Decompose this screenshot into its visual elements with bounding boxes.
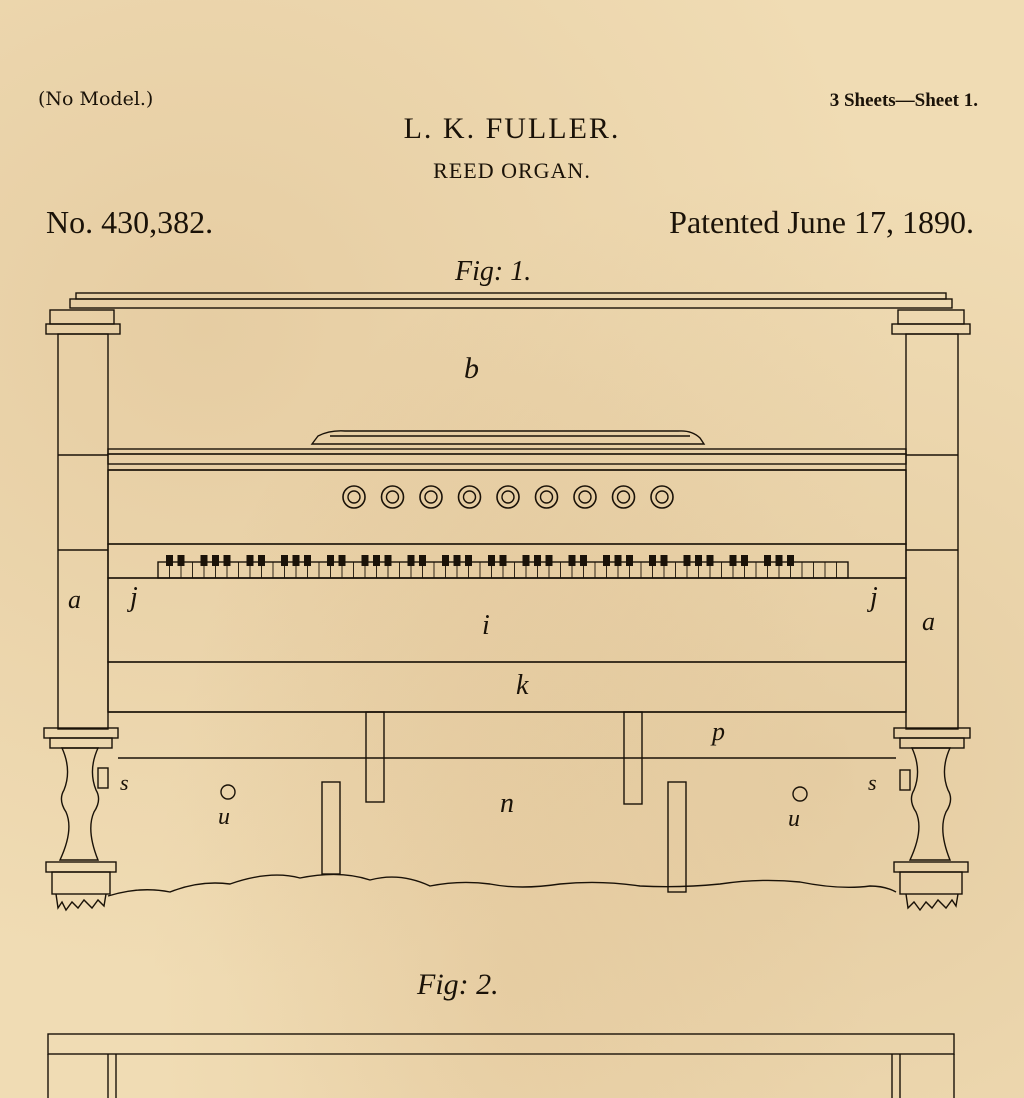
stop-knob <box>420 486 442 508</box>
black-key <box>281 555 288 566</box>
sheet-number: 3 Sheets—Sheet 1. <box>829 90 978 111</box>
black-key <box>408 555 415 566</box>
stop-knob <box>382 486 404 508</box>
black-key <box>546 555 553 566</box>
ref-u-right: u <box>788 806 800 832</box>
black-key <box>212 555 219 566</box>
black-key <box>684 555 691 566</box>
key-lid <box>108 449 906 470</box>
black-key <box>373 555 380 566</box>
stop-knob-face <box>502 491 514 503</box>
black-key <box>385 555 392 566</box>
black-key <box>419 555 426 566</box>
black-key <box>339 555 346 566</box>
patent-number: No. 430,382. <box>46 204 214 240</box>
stop-knob-face <box>348 491 360 503</box>
stop-knob-face <box>464 491 476 503</box>
stop-knob-face <box>425 491 437 503</box>
black-key <box>787 555 794 566</box>
black-key <box>488 555 495 566</box>
latch-right <box>900 770 910 790</box>
ref-b: b <box>464 352 479 385</box>
ref-j-left: j <box>130 582 138 613</box>
stop-panel <box>108 470 906 544</box>
black-key <box>603 555 610 566</box>
front-panel <box>108 578 906 662</box>
stop-knob <box>613 486 635 508</box>
stop-knobs <box>343 486 673 508</box>
figure-2-outline <box>48 1034 954 1098</box>
stop-knob-face <box>579 491 591 503</box>
music-desk <box>312 431 704 444</box>
ref-p: p <box>712 717 725 746</box>
ref-u-left: u <box>218 804 230 830</box>
patent-date: Patented June 17, 1890. <box>669 204 974 240</box>
black-key <box>776 555 783 566</box>
figure-1-label: Fig: 1. <box>455 256 532 287</box>
knee-board <box>108 662 906 712</box>
ref-s-right: s <box>868 770 877 795</box>
black-key <box>730 555 737 566</box>
black-key <box>247 555 254 566</box>
black-key <box>741 555 748 566</box>
black-key <box>224 555 231 566</box>
black-key <box>626 555 633 566</box>
black-key <box>258 555 265 566</box>
black-key <box>649 555 656 566</box>
invention-title: REED ORGAN. <box>433 158 591 183</box>
black-key <box>442 555 449 566</box>
black-key <box>707 555 714 566</box>
black-key <box>166 555 173 566</box>
inventor-name: L. K. FULLER. <box>403 112 621 145</box>
black-key <box>327 555 334 566</box>
black-key <box>569 555 576 566</box>
stop-knob-face <box>387 491 399 503</box>
black-key <box>304 555 311 566</box>
stop-knob <box>343 486 365 508</box>
black-key <box>178 555 185 566</box>
stop-knob <box>574 486 596 508</box>
knob-left <box>221 785 235 799</box>
base-panel <box>108 712 906 758</box>
reference-letters <box>68 352 935 832</box>
ref-s-left: s <box>120 770 129 795</box>
break-line <box>108 874 896 896</box>
model-note: (No Model.) <box>38 88 154 110</box>
knob-right <box>793 787 807 801</box>
stop-knob <box>536 486 558 508</box>
stop-knob-face <box>541 491 553 503</box>
stop-knob-face <box>656 491 668 503</box>
ref-j-right: j <box>870 582 878 613</box>
stop-knob-face <box>618 491 630 503</box>
stop-knob <box>497 486 519 508</box>
ref-k: k <box>516 670 529 701</box>
black-key <box>293 555 300 566</box>
figure-2-label: Fig: 2. <box>417 968 499 1001</box>
black-key <box>454 555 461 566</box>
latch-left <box>98 768 108 788</box>
black-key <box>764 555 771 566</box>
black-key <box>695 555 702 566</box>
black-key <box>362 555 369 566</box>
top-cornice <box>70 293 952 308</box>
stop-knob <box>651 486 673 508</box>
black-key <box>201 555 208 566</box>
black-key <box>534 555 541 566</box>
stop-knob <box>459 486 481 508</box>
black-key <box>580 555 587 566</box>
black-key <box>661 555 668 566</box>
ref-a-right: a <box>922 607 935 636</box>
ref-a-left: a <box>68 585 81 614</box>
ref-i: i <box>482 610 490 641</box>
ref-n: n <box>500 788 514 819</box>
black-key <box>500 555 507 566</box>
black-key <box>523 555 530 566</box>
black-key <box>465 555 472 566</box>
black-key <box>615 555 622 566</box>
